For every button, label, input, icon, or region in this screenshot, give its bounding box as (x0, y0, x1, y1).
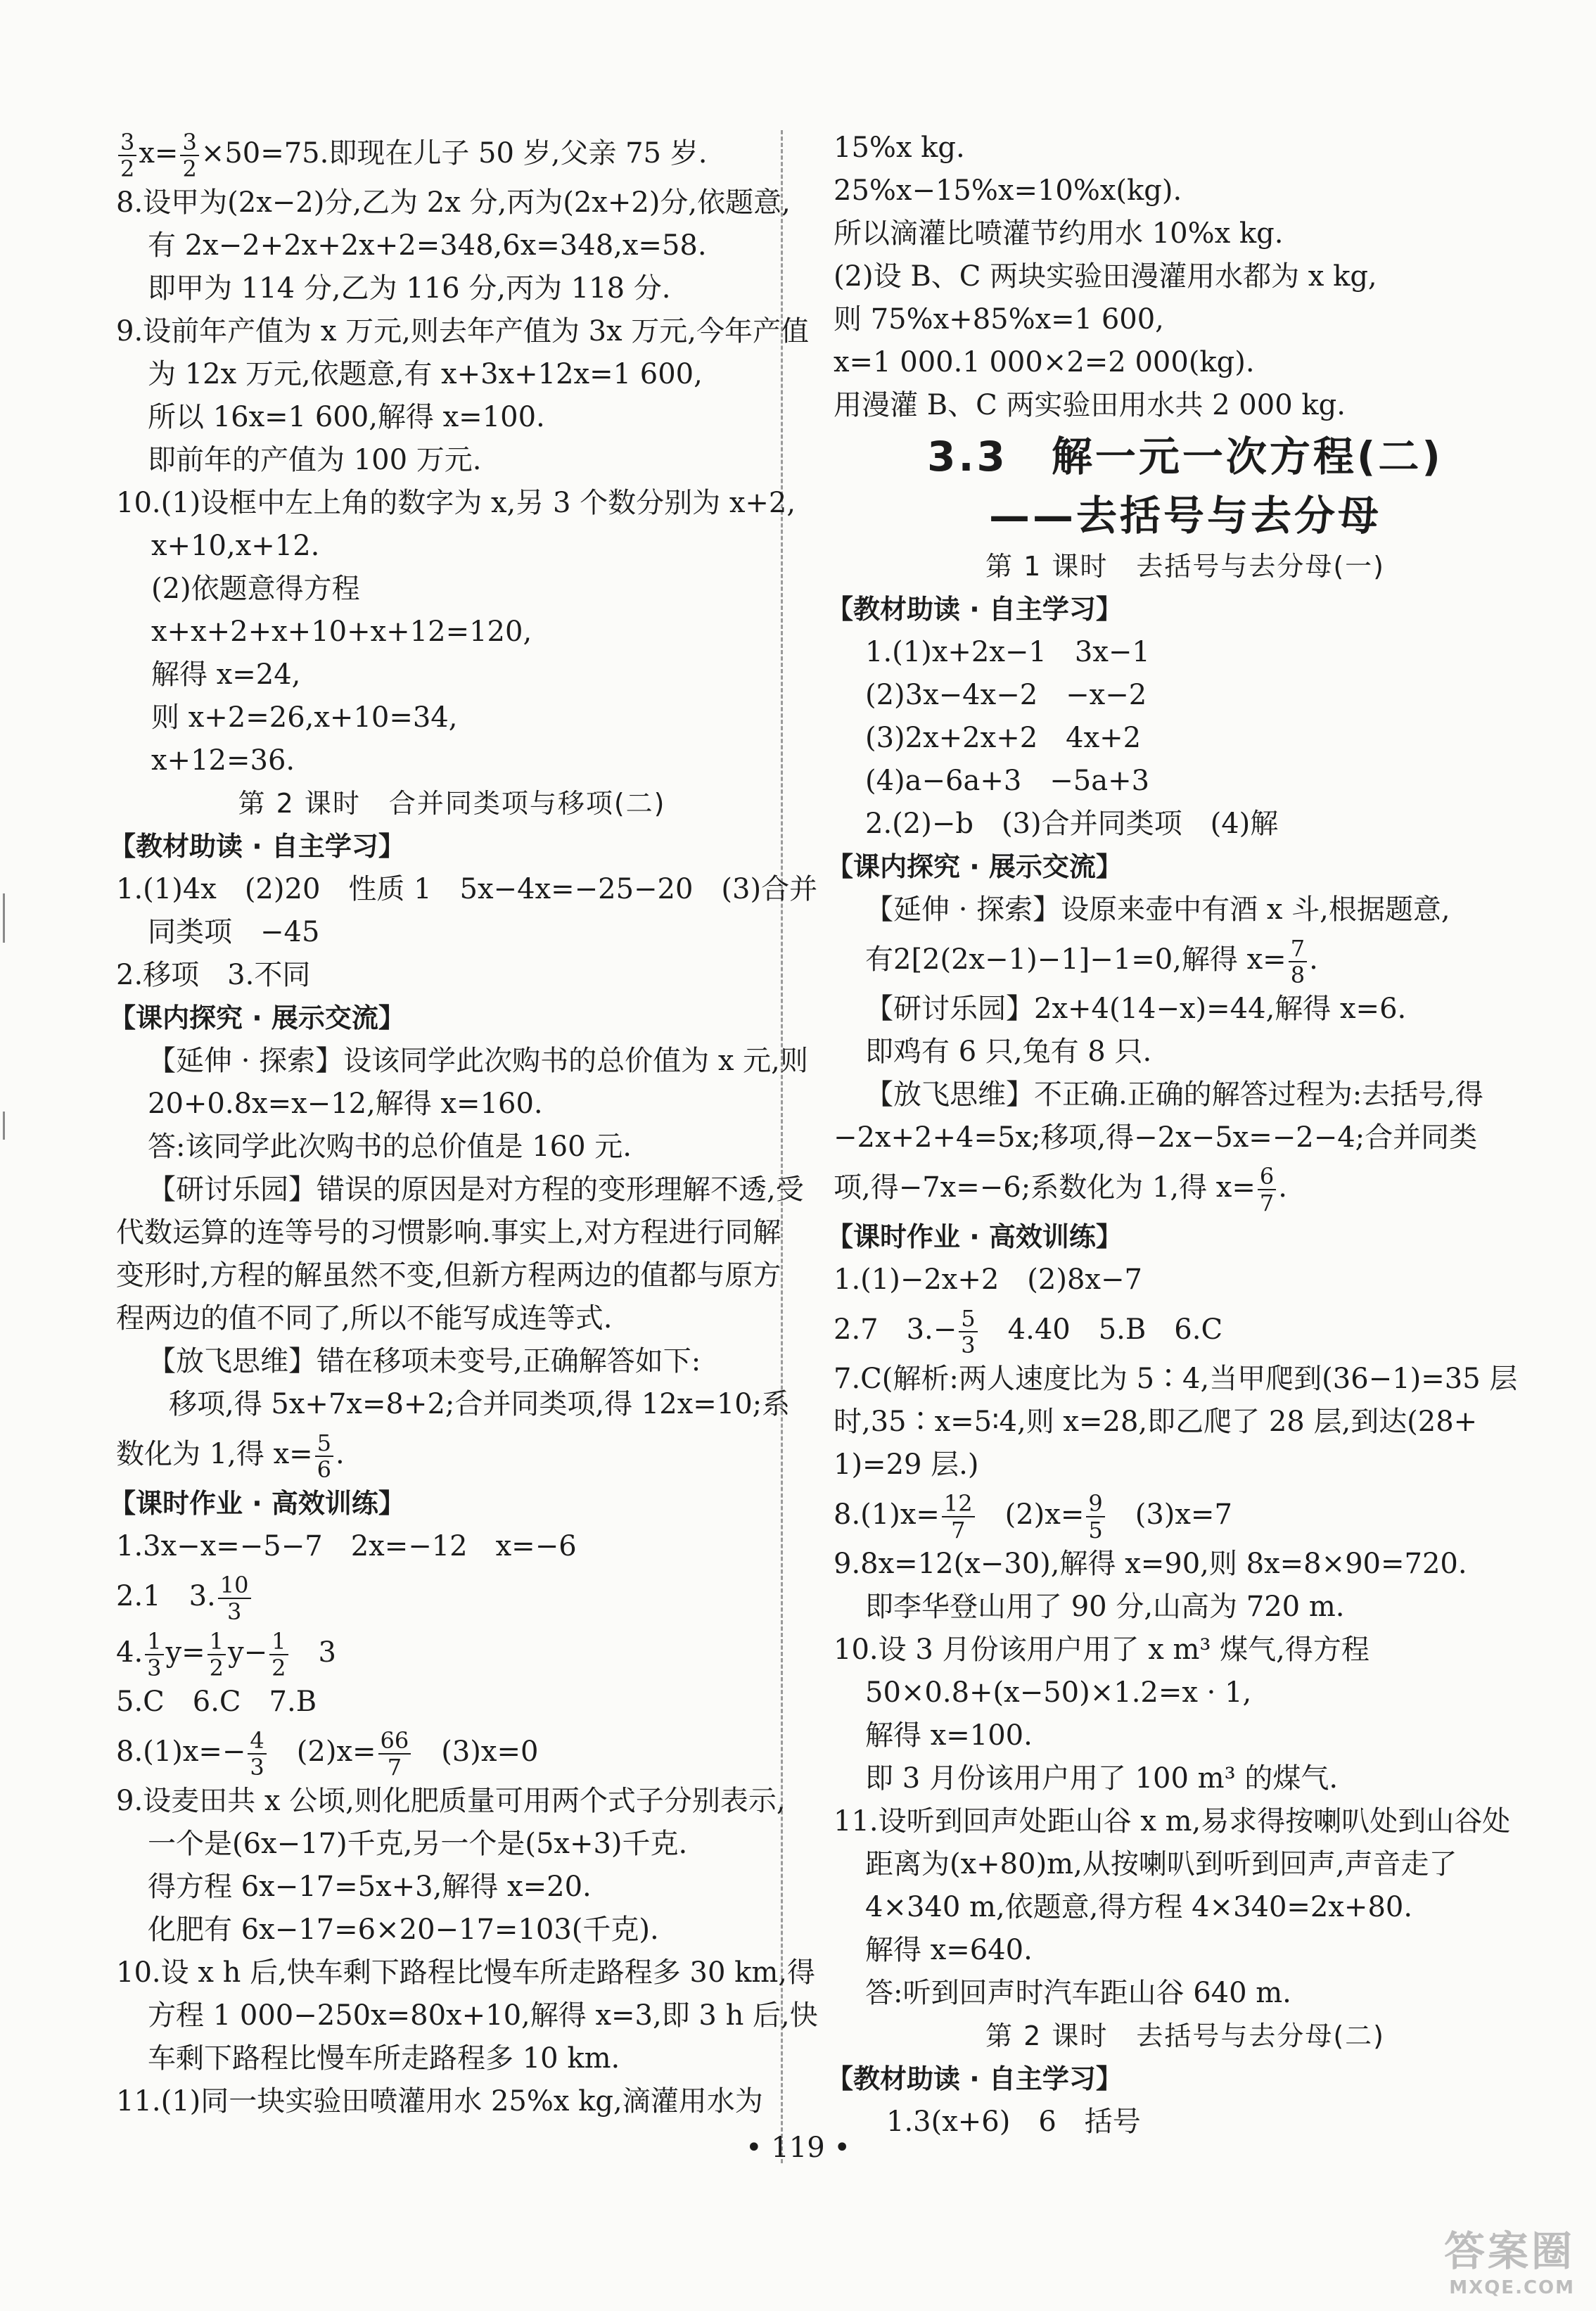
answer-line: x=1 000.1 000×2=2 000(kg). (834, 346, 1255, 378)
answer-line: 所以滴灌比喷灌节约用水 10%x kg. (834, 217, 1284, 250)
fraction: $\frac{5}{6}$ (315, 1432, 333, 1481)
answer-line: $\frac{3}{2}$ x= $\frac{3}{2}$ ×50=75.即现在儿子 50 岁,父亲 75 岁. (116, 125, 788, 182)
answer-line: −2x+2+4=5x;移项,得−2x−5x=−2−4;合并同类 (834, 1121, 1478, 1154)
answer-line: 即甲为 114 分,乙为 116 分,丙为 118 分. (148, 272, 671, 305)
answer-line: (4)a−6a+3 −5a+3 (865, 765, 1150, 797)
answer-line: 有2[2(2x−1)−1]−1=0,解得 x= $\frac{7}{8}$ . (865, 935, 1318, 988)
fraction: $\frac{1}{2}$ (208, 1630, 226, 1679)
answer-line: 8.(1)x= $\frac{12}{7}$ (2)x= $\frac{9}{5}$ (3)x=7 (834, 1490, 1232, 1543)
fraction: $\frac{4}{3}$ (248, 1729, 266, 1778)
answer-line: 程两边的值不同了,所以不能写成连等式. (116, 1302, 613, 1335)
lesson-heading: 第 2 课时 合并同类项与移项(二) (238, 788, 666, 819)
fraction: $\frac{10}{3}$ (218, 1574, 251, 1623)
answer-line: 答:听到回声时汽车距山谷 640 m. (865, 1977, 1291, 2009)
answer-line: 2.7 3.− $\frac{5}{3}$ 4.40 5.B 6.C (834, 1305, 1223, 1358)
answer-line: 【研讨乐园】2x+4(14−x)=44,解得 x=6. (865, 993, 1407, 1025)
section-heading: 【教材助读 · 自主学习】 (826, 2063, 1123, 2094)
answer-line: x+10,x+12. (151, 530, 320, 562)
answer-line: 【延伸 · 探索】设该同学此次购书的总价值为 x 元,则 (148, 1045, 808, 1077)
answer-line: 所以 16x=1 600,解得 x=100. (148, 401, 545, 433)
answer-line: 9.设麦田共 x 公顷,则化肥质量可用两个式子分别表示, (116, 1785, 786, 1817)
answer-line: 化肥有 6x−17=6×20−17=103(千克). (148, 1914, 659, 1946)
scan-edge-mark (3, 893, 5, 943)
scan-edge-mark (3, 1112, 5, 1140)
answer-line: 同类项 −45 (148, 916, 320, 948)
answer-line: 一个是(6x−17)千克,另一个是(5x+3)千克. (148, 1828, 688, 1860)
answer-line: 4. $\frac{1}{3}$ y= $\frac{1}{2}$ y− $\frac{1}{2}$ 3 (116, 1628, 336, 1681)
section-heading: 【课内探究 · 展示交流】 (826, 851, 1123, 882)
fraction: $\frac{3}{2}$ (180, 131, 198, 180)
right-column (826, 127, 1537, 2144)
answer-line: 即前年的产值为 100 万元. (148, 444, 482, 476)
section-subtitle: ——去括号与去分母 (988, 492, 1381, 540)
fraction: $\frac{66}{7}$ (378, 1729, 411, 1778)
answer-line: 4×340 m,依题意,得方程 4×340=2x+80. (865, 1891, 1413, 1923)
section-title: 3.3 解一元一次方程(二) (927, 433, 1443, 480)
answer-line: 11.设听到回声处距山谷 x m,易求得按喇叭处到山谷处 (834, 1805, 1511, 1838)
answer-line: 8.(1)x=− $\frac{4}{3}$ (2)x= $\frac{66}{7}$ (3)x=0 (116, 1727, 539, 1781)
answer-line: (2)依题意得方程 (151, 573, 360, 605)
answer-line: 20+0.8x=x−12,解得 x=160. (148, 1088, 543, 1120)
answer-line: 则 75%x+85%x=1 600, (834, 303, 1164, 336)
answer-line: 方程 1 000−250x=80x+10,解得 x=3,即 3 h 后,快 (148, 1999, 818, 2032)
answer-line: 移项,得 5x+7x=8+2;合并同类项,得 12x=10;系 (169, 1388, 791, 1420)
answer-line: 1.(1)−2x+2 (2)8x−7 (834, 1263, 1142, 1296)
section-heading: 【课内探究 · 展示交流】 (109, 1002, 405, 1033)
answer-line: 即鸡有 6 只,兔有 8 只. (865, 1036, 1152, 1068)
answer-line: 车剩下路程比慢车所走路程多 10 km. (148, 2042, 620, 2075)
answer-line: 【延伸 · 探索】设原来壶中有酒 x 斗,根据题意, (865, 893, 1450, 926)
answer-line: 8.设甲为(2x−2)分,乙为 2x 分,丙为(2x+2)分,依题意, (116, 186, 791, 219)
answer-line: 则 x+2=26,x+10=34, (151, 701, 458, 734)
answer-line: 2.1 3. $\frac{10}{3}$ (116, 1568, 788, 1624)
answer-line: 解得 x=100. (865, 1719, 1033, 1752)
answer-line: x+12=36. (151, 744, 295, 777)
answer-line: 解得 x=640. (865, 1934, 1033, 1966)
answer-line: 为 12x 万元,依题意,有 x+3x+12x=1 600, (148, 358, 703, 390)
answer-line: 25%x−15%x=10%x(kg). (834, 174, 1182, 207)
fraction: $\frac{9}{5}$ (1086, 1492, 1104, 1541)
fraction: $\frac{6}{7}$ (1258, 1165, 1276, 1214)
answer-line: 1.3(x+6) 6 括号 (886, 2106, 1141, 2138)
answer-line: 50×0.8+(x−50)×1.2=x · 1, (865, 1676, 1252, 1709)
answer-line: 得方程 6x−17=5x+3,解得 x=20. (148, 1871, 592, 1903)
answer-line: 15%x kg. (834, 132, 965, 164)
answer-line: 11.(1)同一块实验田喷灌用水 25%x kg,滴灌用水为 (116, 2085, 763, 2118)
answer-line: 10.设 x h 后,快车剩下路程比慢车所走路程多 30 km,得 (116, 1956, 816, 1989)
answer-line: 5.C 6.C 7.B (116, 1686, 317, 1718)
lesson-heading: 第 1 课时 去括号与去分母(一) (985, 551, 1385, 582)
answer-line: 【研讨乐园】错误的原因是对方程的变形理解不透,受 (148, 1173, 804, 1206)
answer-line: 解得 x=24, (151, 658, 301, 691)
answer-line: 项,得−7x=−6;系数化为 1,得 x= $\frac{6}{7}$ . (834, 1163, 1287, 1216)
fraction: $\frac{3}{2}$ (118, 131, 136, 180)
watermark-url: MXQE.COM (1449, 2277, 1575, 2298)
answer-line: 2.移项 3.不同 (116, 959, 311, 991)
answer-line: 2.(2)−b (3)合并同类项 (4)解 (865, 808, 1279, 840)
fraction: $\frac{1}{2}$ (269, 1630, 288, 1679)
answer-line: 用漫灌 B、C 两实验田用水共 2 000 kg. (834, 389, 1346, 421)
answer-line: 变形时,方程的解虽然不变,但新方程两边的值都与原方 (116, 1259, 781, 1292)
answer-line: 答:该同学此次购书的总价值是 160 元. (148, 1131, 632, 1163)
answer-line: (3)2x+2x+2 4x+2 (865, 722, 1142, 754)
section-heading: 【课时作业 · 高效训练】 (109, 1488, 405, 1519)
fraction: $\frac{7}{8}$ (1289, 937, 1307, 986)
answer-line: 【放飞思维】不正确.正确的解答过程为:去括号,得 (865, 1078, 1483, 1111)
section-heading: 【教材助读 · 自主学习】 (826, 594, 1123, 625)
answer-line: 7.C(解析:两人速度比为 5∶4,当甲爬到(36−1)=35 层 (834, 1363, 1518, 1395)
answer-line: 1.(1)4x (2)20 性质 1 5x−4x=−25−20 (3)合并 (116, 873, 818, 905)
answer-line: 1)=29 层.) (834, 1449, 979, 1481)
answer-line: 10.(1)设框中左上角的数字为 x,另 3 个数分别为 x+2, (116, 487, 796, 519)
answer-line: 数化为 1,得 x= $\frac{5}{6}$ . (116, 1430, 345, 1483)
answer-line: 代数运算的连等号的习惯影响.事实上,对方程进行同解 (116, 1216, 781, 1249)
answer-line: 1.3x−x=−5−7 2x=−12 x=−6 (116, 1530, 577, 1562)
answer-line: (2)3x−4x−2 −x−2 (865, 679, 1147, 711)
answer-line: 10.设 3 月份该用户用了 x m³ 煤气,得方程 (834, 1634, 1370, 1666)
answer-line: x+x+2+x+10+x+12=120, (151, 616, 532, 648)
page-number: • 119 • (746, 2132, 850, 2164)
answer-line: 即 3 月份该用户用了 100 m³ 的煤气. (865, 1762, 1339, 1795)
answer-line: 时,35∶x=5∶4,则 x=28,即乙爬了 28 层,到达(28+ (834, 1406, 1478, 1438)
fraction: $\frac{5}{3}$ (959, 1307, 977, 1356)
section-heading: 【教材助读 · 自主学习】 (109, 831, 405, 862)
answer-line: 有 2x−2+2x+2x+2=348,6x=348,x=58. (148, 229, 707, 262)
answer-line: 1.(1)x+2x−1 3x−1 (865, 636, 1150, 668)
fraction: $\frac{1}{3}$ (145, 1630, 163, 1679)
answer-line: 距离为(x+80)m,从按喇叭到听到回声,声音走了 (865, 1848, 1457, 1880)
watermark (1444, 2218, 1575, 2298)
answer-line: 9.设前年产值为 x 万元,则去年产值为 3x 万元,今年产值 (116, 315, 810, 348)
answer-line: 即李华登山用了 90 分,山高为 720 m. (865, 1591, 1345, 1623)
lesson-heading: 第 2 课时 去括号与去分母(二) (985, 2020, 1385, 2051)
section-heading: 【课时作业 · 高效训练】 (826, 1221, 1123, 1252)
fraction: $\frac{12}{7}$ (942, 1492, 975, 1541)
answer-line: (2)设 B、C 两块实验田漫灌用水都为 x kg, (834, 260, 1377, 293)
left-column (109, 125, 818, 2123)
answer-line: 【放飞思维】错在移项未变号,正确解答如下: (148, 1345, 701, 1377)
watermark-logo: 答案圈 (1443, 2227, 1575, 2275)
answer-line: 9.8x=12(x−30),解得 x=90,则 8x=8×90=720. (834, 1548, 1467, 1580)
